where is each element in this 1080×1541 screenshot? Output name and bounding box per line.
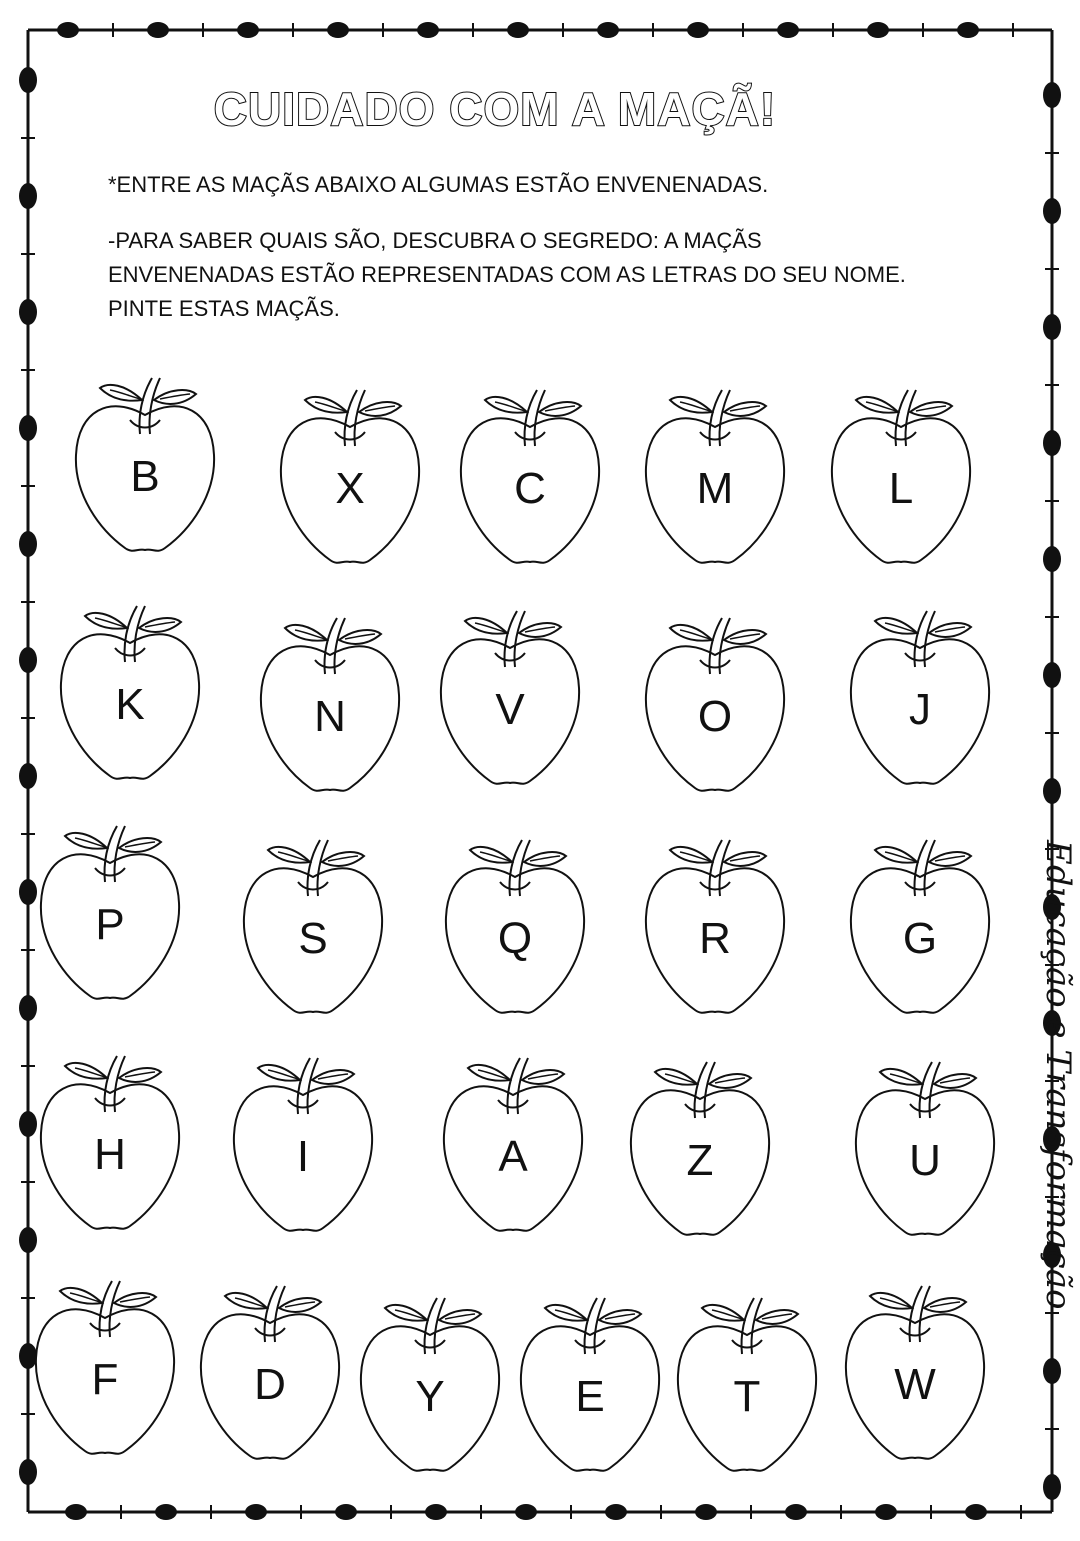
border-dot [875,1504,897,1520]
apple-u[interactable] [850,1054,1000,1244]
border-dot [1043,662,1061,688]
border-dot [1043,314,1061,340]
border-dot [957,22,979,38]
apple-o[interactable] [640,610,790,800]
border-dot [155,1504,177,1520]
border-dot [19,763,37,789]
border-dot [417,22,439,38]
apple-letter: S [298,914,328,963]
apple-x[interactable] [275,382,425,572]
border-dot [597,22,619,38]
apple-letter: P [95,900,125,949]
apple-letter: H [94,1130,126,1179]
apple-letter: U [909,1136,941,1185]
instruction-line-2: -PARA SABER QUAIS SÃO, DESCUBRA O SEGREDO: A MAÇÃS [108,228,762,253]
apple-b[interactable] [70,370,220,560]
border-dot [147,22,169,38]
apple-letter: X [335,464,365,513]
apple-letter: G [902,914,938,963]
apple-i[interactable] [228,1050,378,1240]
border-dot [19,531,37,557]
border-dot [1043,82,1061,108]
border-dot [19,415,37,441]
apple-a[interactable] [438,1050,588,1240]
apple-s[interactable] [238,832,388,1022]
border-dot [19,647,37,673]
apple-t[interactable] [672,1290,822,1480]
apple-letter: D [254,1360,286,1409]
apple-r[interactable] [640,832,790,1022]
apple-k[interactable] [55,598,205,788]
apple-g[interactable] [845,832,995,1022]
apple-letter: Z [686,1136,714,1185]
border-dot [1043,546,1061,572]
apple-letter: V [495,685,525,734]
apple-letter: L [888,464,914,513]
apple-letter: E [575,1372,605,1421]
border-dot [19,299,37,325]
apple-letter: Q [497,914,533,963]
apple-letter: A [498,1132,528,1181]
apple-y[interactable] [355,1290,505,1480]
page-title: CUIDADO COM A MAÇÃ! [213,83,777,135]
border-dot [65,1504,87,1520]
apple-letter: F [91,1355,119,1404]
border-dot [605,1504,627,1520]
apple-j[interactable] [845,603,995,793]
apple-letter: M [696,464,734,513]
border-dot [237,22,259,38]
apple-letter: J [909,685,931,734]
border-dot [1043,778,1061,804]
apple-letter: I [296,1132,310,1181]
apple-letter: N [314,692,346,741]
apple-letter: B [130,452,160,501]
apple-letter: R [699,914,731,963]
border-dot [245,1504,267,1520]
border-dot [867,22,889,38]
watermark-text: Educação e Transformação [1038,840,1078,1310]
border-dot [327,22,349,38]
apple-w[interactable] [840,1278,990,1468]
border-dot [57,22,79,38]
border-dot [507,22,529,38]
border-dot [425,1504,447,1520]
apple-p[interactable] [35,818,185,1008]
instruction-line-3: ENVENENADAS ESTÃO REPRESENTADAS COM AS LETRAS DO SEU NOME. [108,262,906,287]
watermark [1030,840,1080,1400]
border-dot [687,22,709,38]
apple-letter: K [115,680,145,729]
apple-letter: T [733,1372,761,1421]
instruction-line-1: *ENTRE AS MAÇÃS ABAIXO ALGUMAS ESTÃO ENVENENADAS. [108,172,769,197]
apple-q[interactable] [440,832,590,1022]
border-dot [965,1504,987,1520]
apple-letter: C [514,464,546,513]
apple-h[interactable] [35,1048,185,1238]
apple-z[interactable] [625,1054,775,1244]
border-dot [335,1504,357,1520]
instruction-line-4: PINTE ESTAS MAÇÃS. [108,296,340,321]
apple-letter: W [894,1360,936,1409]
apple-d[interactable] [195,1278,345,1468]
border-dot [785,1504,807,1520]
apple-v[interactable] [435,603,585,793]
border-dot [1043,430,1061,456]
apple-letter: Y [415,1372,445,1421]
apple-l[interactable] [826,382,976,572]
apple-e[interactable] [515,1290,665,1480]
border-dot [515,1504,537,1520]
apple-letter: O [697,692,733,741]
border-dot [777,22,799,38]
apple-m[interactable] [640,382,790,572]
apple-c[interactable] [455,382,605,572]
border-dot [1043,1474,1061,1500]
apple-f[interactable] [30,1273,180,1463]
border-dot [695,1504,717,1520]
apple-n[interactable] [255,610,405,800]
border-dot [19,183,37,209]
border-dot [1043,198,1061,224]
